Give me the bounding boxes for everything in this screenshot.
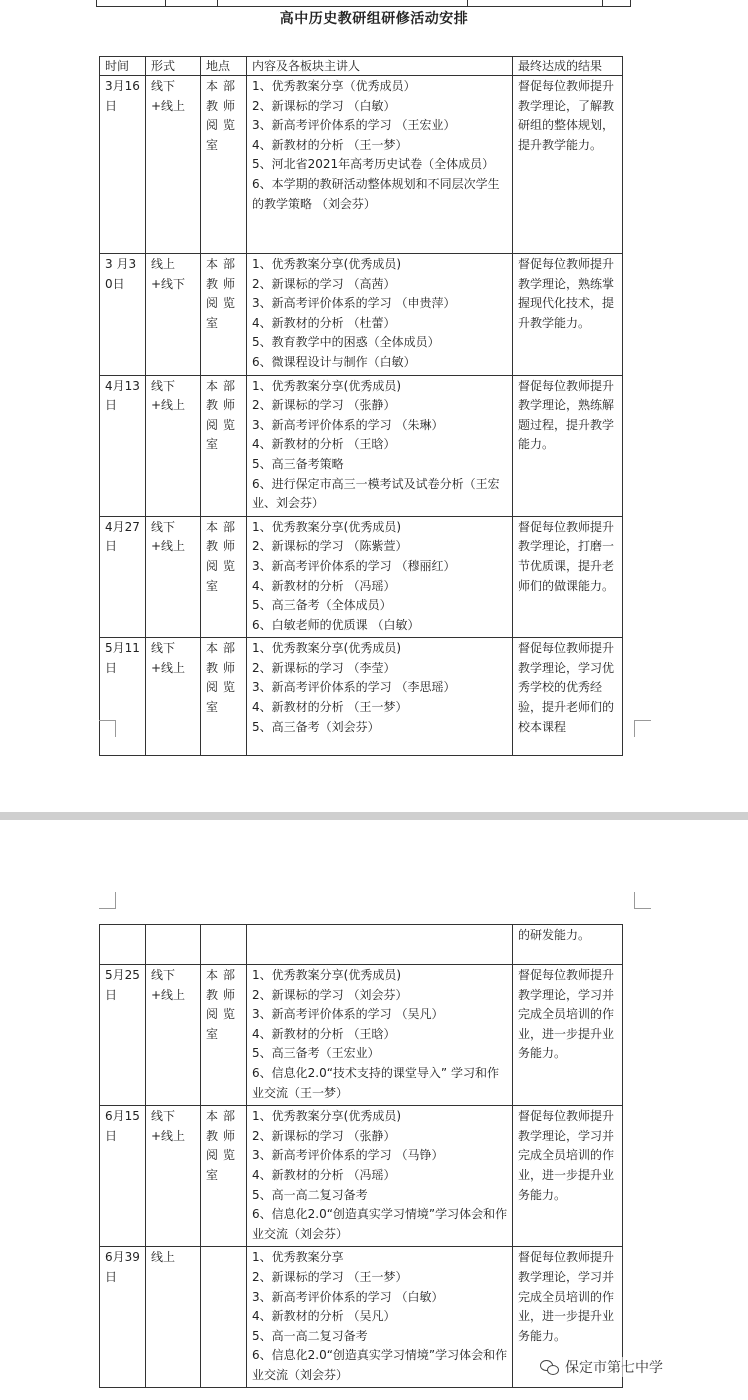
content-item: 5、高一高二复习备考 <box>252 1187 368 1202</box>
content-item: 4、新教材的分析 （吴凡） <box>252 1309 396 1324</box>
cell-result <box>513 925 623 965</box>
cell-form <box>146 254 201 376</box>
cell-result <box>513 375 623 516</box>
cell-place <box>201 1106 247 1247</box>
cell-place-text: 本部教师阅览室 <box>206 79 241 152</box>
content-item: 3、新高考评价体系的学习 （穆丽红） <box>252 558 456 573</box>
cell-result <box>513 516 623 638</box>
content-item: 3、新高考评价体系的学习 （申贵萍） <box>252 296 456 311</box>
content-item: 3、新高考评价体系的学习 （朱琳） <box>252 417 444 432</box>
cell-place <box>201 516 247 638</box>
cell-form <box>146 638 201 756</box>
table-row-continuation <box>100 925 623 965</box>
cell-place-text: 本部教师阅览室 <box>206 519 241 593</box>
content-item: 2、新课标的学习 （张静） <box>252 398 396 413</box>
cell-content <box>247 1247 513 1388</box>
header-time: 时间 <box>100 57 146 76</box>
cell-content <box>247 638 513 756</box>
cell-result-text: 督促每位教师提升教学理论，了解教研组的整体规划，提升教学能力。 <box>518 79 615 152</box>
content-item: 4、新教材的分析 （王一梦） <box>252 137 408 152</box>
cell-form <box>146 1247 201 1388</box>
cell-time <box>100 375 146 516</box>
content-item: 2、新课标的学习 （王一梦） <box>252 1269 408 1284</box>
content-item: 5、高三备考策略 <box>252 456 344 471</box>
header-result: 最终达成的结果 <box>513 57 623 76</box>
content-item: 1、优秀教案分享 <box>252 1250 344 1265</box>
content-item: 1、优秀教案分享(优秀成员) <box>252 519 401 534</box>
cell-place-text: 本部教师阅览室 <box>206 257 241 330</box>
previous-table-remnant <box>96 0 631 7</box>
cell-form-text: 线上 <box>151 1250 176 1265</box>
cell-time-text: 5月25日 <box>105 968 140 1002</box>
cell-form <box>146 965 201 1106</box>
cell-place-text: 本部教师阅览室 <box>206 378 241 452</box>
cell-time <box>100 638 146 756</box>
cell-result-text: 督促每位教师提升教学理论，打磨一节优质课，提升老师们的做课能力。 <box>518 519 615 593</box>
cell-result-text: 督促每位教师提升教学理论，熟练掌握现代化技术，提升教学能力。 <box>518 257 615 330</box>
content-item: 2、新课标的学习 （陈紫萱） <box>252 539 408 554</box>
cell-form-text: 线下+线上 <box>151 1109 186 1143</box>
table-row <box>100 375 623 516</box>
document-title: 高中历史教研组研修活动安排 <box>279 11 469 27</box>
content-item: 6、信息化2.0“创造真实学习情境”学习体会和作业交流（刘会芬） <box>252 1207 508 1241</box>
cell-result-text: 督促每位教师提升教学理论，学习并完成全员培训的作业，进一步提升业务能力。 <box>518 968 615 1061</box>
table-row <box>100 638 623 756</box>
content-item: 5、高三备考（全体成员） <box>252 598 392 613</box>
content-item: 6、本学期的教研活动整体规划和不同层次学生的教学策略 （刘会芬） <box>252 176 500 211</box>
cell-time <box>100 965 146 1106</box>
result-continuation: 的研发能力。 <box>518 928 591 942</box>
cell-time-text: 4月27日 <box>105 519 140 554</box>
content-item: 4、新教材的分析 （冯瑶） <box>252 1167 396 1182</box>
cell-result-text: 督促每位教师提升教学理论，学习优秀学校的优秀经验，提升老师们的校本课程 <box>518 641 615 734</box>
content-item: 1、优秀教案分享(优秀成员) <box>252 257 401 271</box>
content-item: 2、新课标的学习 （刘会芬） <box>252 987 408 1002</box>
content-item: 3、新高考评价体系的学习 （吴凡） <box>252 1007 444 1022</box>
content-item: 6、微课程设计与制作（白敏） <box>252 354 416 369</box>
cell-time <box>100 254 146 376</box>
cell-place <box>201 76 247 254</box>
watermark-text: 保定市第七中学 <box>565 1360 663 1376</box>
document-page-2 <box>0 820 748 1400</box>
content-item: 3、新高考评价体系的学习 （白敏） <box>252 1289 444 1304</box>
cell-form-text: 线下+线上 <box>151 79 186 113</box>
content-item: 6、进行保定市高三一模考试及试卷分析（王宏业、刘会芬） <box>252 476 500 511</box>
content-item: 2、新课标的学习 （张静） <box>252 1128 396 1143</box>
cell-form <box>146 516 201 638</box>
cell-form-text: 线下+线上 <box>151 519 186 554</box>
cell-place <box>201 925 247 965</box>
page-corner-mark <box>99 720 116 737</box>
schedule-table-page-2 <box>99 924 623 1388</box>
cell-content <box>247 925 513 965</box>
cell-place-text: 本部教师阅览室 <box>206 1109 241 1182</box>
cell-form <box>146 76 201 254</box>
table-row <box>100 516 623 638</box>
content-item: 4、新教材的分析 （王一梦） <box>252 700 408 715</box>
content-item: 6、信息化2.0“创造真实学习情境”学习体会和作业交流（刘会芬） <box>252 1348 508 1382</box>
content-item: 4、新教材的分析 （王晗） <box>252 437 396 452</box>
cell-content <box>247 1106 513 1247</box>
content-item: 3、新高考评价体系的学习 （李思瑶） <box>252 680 456 695</box>
cell-result <box>513 76 623 254</box>
content-item: 3、新高考评价体系的学习 （王宏业） <box>252 118 456 133</box>
schedule-table-page-1 <box>99 56 623 756</box>
cell-form-text: 线上+线下 <box>151 257 186 291</box>
cell-result-text: 督促每位教师提升教学理论，熟练解题过程，提升教学能力。 <box>518 378 615 452</box>
cell-content <box>247 965 513 1106</box>
content-item: 4、新教材的分析 （杜蕾） <box>252 315 396 330</box>
cell-content <box>247 254 513 376</box>
account-watermark <box>540 1357 663 1377</box>
content-item: 5、高三备考（刘会芬） <box>252 719 380 734</box>
cell-result <box>513 638 623 756</box>
page-corner-mark <box>99 892 116 909</box>
cell-time-text: 5月11日 <box>105 641 140 675</box>
content-item: 3、新高考评价体系的学习 （马铮） <box>252 1148 444 1163</box>
content-item: 5、高一高二复习备考 <box>252 1328 368 1343</box>
cell-form-text: 线下+线上 <box>151 968 186 1002</box>
content-item: 1、优秀教案分享(优秀成员) <box>252 641 401 656</box>
cell-result <box>513 254 623 376</box>
cell-place-text: 本部教师阅览室 <box>206 968 241 1041</box>
content-item: 2、新课标的学习 （高茜） <box>252 276 396 291</box>
cell-result-text: 督促每位教师提升教学理论，学习并完成全员培训的作业，进一步提升业务能力。 <box>518 1250 615 1343</box>
cell-content <box>247 516 513 638</box>
table-row <box>100 76 623 254</box>
table-row <box>100 1106 623 1247</box>
content-item: 4、新教材的分析 （王晗） <box>252 1026 396 1041</box>
content-item: 2、新课标的学习 （李莹） <box>252 660 396 675</box>
cell-time <box>100 76 146 254</box>
cell-result <box>513 965 623 1106</box>
cell-result <box>513 1106 623 1247</box>
content-item: 1、优秀教案分享（优秀成员） <box>252 79 416 93</box>
table-header-row <box>100 57 623 76</box>
cell-form <box>146 1106 201 1247</box>
cell-place <box>201 638 247 756</box>
content-item: 1、优秀教案分享(优秀成员) <box>252 968 401 982</box>
content-item: 5、高三备考（王宏业） <box>252 1046 380 1061</box>
page-corner-mark <box>634 720 651 737</box>
cell-result-text: 督促每位教师提升教学理论，学习并完成全员培训的作业，进一步提升业务能力。 <box>518 1109 615 1202</box>
content-item: 5、教育教学中的困惑（全体成员） <box>252 335 440 350</box>
cell-place <box>201 1247 247 1388</box>
cell-time <box>100 516 146 638</box>
page-corner-mark <box>634 892 651 909</box>
content-item: 6、白敏老师的优质课 （白敏） <box>252 617 420 632</box>
header-form: 形式 <box>146 57 201 76</box>
cell-time <box>100 1247 146 1388</box>
cell-place <box>201 375 247 516</box>
cell-time-text: 6月39日 <box>105 1250 140 1284</box>
wechat-icon <box>540 1359 560 1375</box>
page-separator <box>0 812 748 820</box>
cell-place <box>201 254 247 376</box>
content-item: 6、信息化2.0“技术支持的课堂导入” 学习和作业交流（王一梦） <box>252 1065 499 1100</box>
table-row <box>100 965 623 1106</box>
cell-time-text: 3 月30日 <box>105 257 137 291</box>
cell-form-text: 线下+线上 <box>151 378 186 413</box>
content-item: 4、新教材的分析 （冯瑶） <box>252 578 396 593</box>
cell-content <box>247 76 513 254</box>
cell-time-text: 4月13日 <box>105 378 140 413</box>
cell-time <box>100 925 146 965</box>
content-item: 5、河北省2021年高考历史试卷（全体成员） <box>252 157 495 172</box>
cell-form-text: 线下+线上 <box>151 641 186 675</box>
cell-time <box>100 1106 146 1247</box>
cell-place <box>201 965 247 1106</box>
cell-form <box>146 925 201 965</box>
cell-time-text: 6月15日 <box>105 1109 140 1143</box>
content-item: 1、优秀教案分享(优秀成员) <box>252 1109 401 1124</box>
cell-content <box>247 375 513 516</box>
content-item: 1、优秀教案分享(优秀成员) <box>252 378 401 393</box>
header-content: 内容及各板块主讲人 <box>247 57 513 76</box>
cell-time-text: 3月16日 <box>105 79 140 113</box>
cell-place-text: 本部教师阅览室 <box>206 641 241 715</box>
header-place: 地点 <box>201 57 247 76</box>
cell-form <box>146 375 201 516</box>
content-item: 2、新课标的学习 （白敏） <box>252 98 396 113</box>
table-row <box>100 254 623 376</box>
